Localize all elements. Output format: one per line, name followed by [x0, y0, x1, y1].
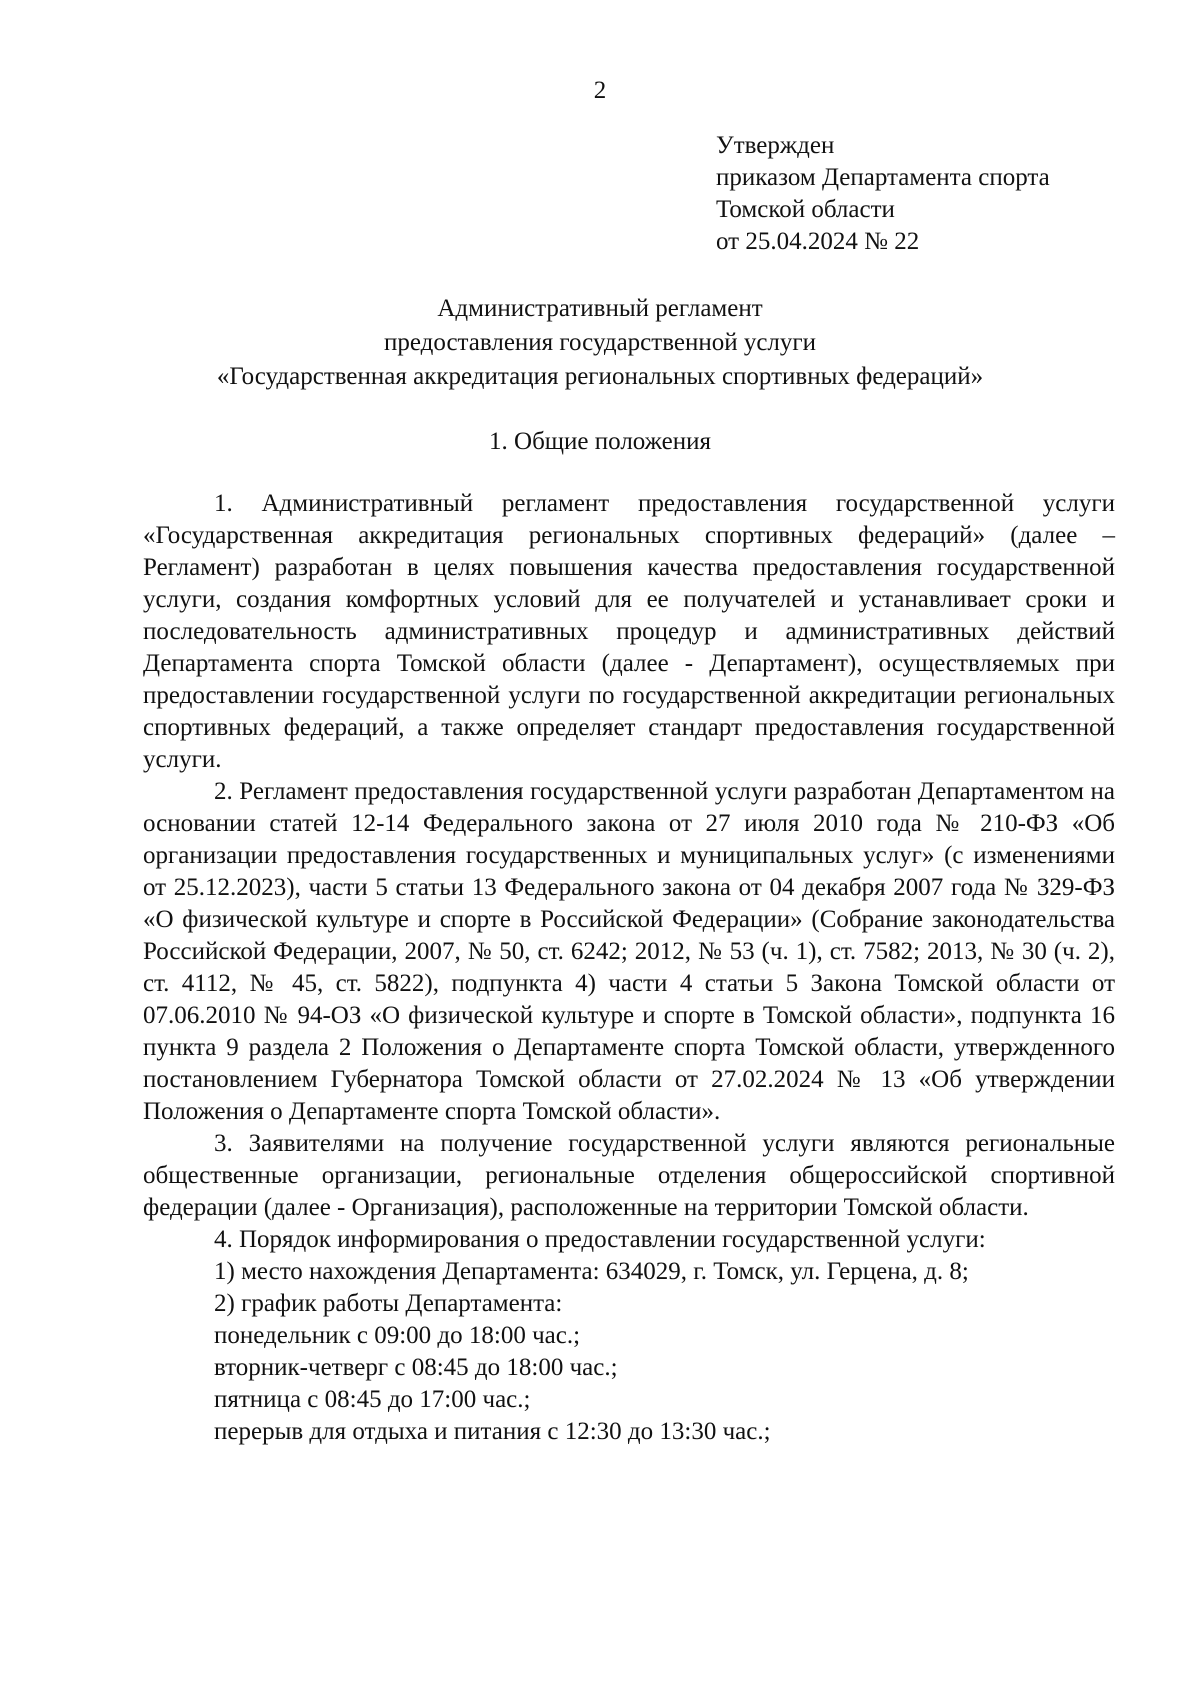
- title-line-3: «Государственная аккредитация региональных спортивных федераций»: [216, 363, 984, 390]
- title-line-1: Административный регламент: [437, 295, 763, 322]
- approval-line-region: Томской области: [716, 196, 895, 223]
- paragraph-3: 3. Заявителями на получение государственной услуги являются региональные общественные организации, региональные отделения общероссийской спортивной федерации (далее - Организация), расположенные на территории Томской области.: [143, 1130, 1115, 1221]
- list-line-monday: понедельник с 09:00 до 18:00 час.;: [214, 1322, 581, 1349]
- paragraph-1: 1. Административный регламент предоставления государственной услуги «Государственная аккредитация региональных спортивных федераций» (далее – Регламент) разработан в целях повышения качества предоставления государственной услуги, создания комфортных условий для ее получателей и устанавливает сроки и последовательность административных процедур и административных действий Департамента спорта Томской области (далее - Департамент), осуществляемых при предоставлении государственной услуги по государственной аккредитации региональных спортивных федераций, а также определяет стандарт предоставления государственной услуги.: [143, 490, 1115, 773]
- document-title: [0, 292, 1200, 394]
- paragraph-4: 4. Порядок информирования о предоставлении государственной услуги:: [214, 1226, 986, 1253]
- section-heading: 1. Общие положения: [489, 428, 711, 455]
- paragraph-2: 2. Регламент предоставления государственной услуги разработан Департаментом на основании статей 12-14 Федерального закона от 27 июля 2010 года № 210-ФЗ «Об организации предоставления государственных и муниципальных услуг» (с изменениями от 25.12.2023), части 5 статьи 13 Федерального закона от 04 декабря 2007 года № 329-ФЗ «О физической культуре и спорте в Российской Федерации» (Собрание законодательства Российской Федерации, 2007, № 50, ст. 6242; 2012, № 53 (ч. 1), ст. 7582; 2013, № 30 (ч. 2), ст. 4112, № 45, ст. 5822), подпункта 4) части 4 статьи 5 Закона Томской области от 07.06.2010 № 94-ОЗ «О физической культуре и спорте в Томской области», подпункта 16 пункта 9 раздела 2 Положения о Департаменте спорта Томской области, утвержденного постановлением Губернатора Томской области от 27.02.2024 № 13 «Об утверждении Положения о Департаменте спорта Томской области».: [143, 778, 1115, 1125]
- title-line-2: предоставления государственной услуги: [383, 329, 817, 356]
- approval-line-order: приказом Департамента спорта: [716, 164, 1050, 191]
- list-line-lunch-break: перерыв для отдыха и питания с 12:30 до 13:30 час.;: [214, 1418, 771, 1445]
- list-line-friday: пятница с 08:45 до 17:00 час.;: [214, 1386, 531, 1413]
- approval-block: [716, 130, 1156, 258]
- document-body: [143, 488, 1115, 1448]
- approval-line-date-number: от 25.04.2024 № 22: [716, 228, 920, 255]
- list-line-address: 1) место нахождения Департамента: 634029, г. Томск, ул. Герцена, д. 8;: [214, 1258, 969, 1285]
- page-number: 2: [593, 77, 607, 104]
- list-line-tuesday-thursday: вторник-четверг с 08:45 до 18:00 час.;: [214, 1354, 618, 1381]
- approval-line-approved: Утвержден: [716, 132, 835, 159]
- list-line-schedule-heading: 2) график работы Департамента:: [214, 1290, 563, 1317]
